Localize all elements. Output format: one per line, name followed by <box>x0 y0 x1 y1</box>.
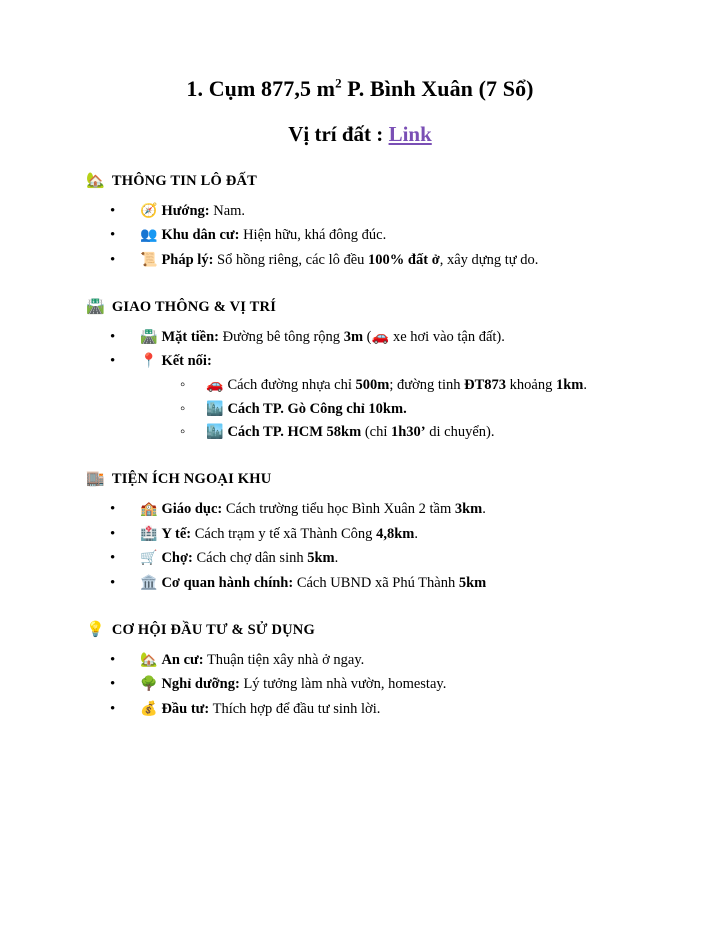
page-title-suffix: P. Bình Xuân (7 Sổ) <box>341 76 534 101</box>
list-item <box>110 498 648 522</box>
subitem-text-2: (chỉ <box>361 424 391 441</box>
item-text-tail: . <box>414 525 418 542</box>
light-bulb-icon: 💡 <box>86 621 105 638</box>
scroll-icon: 📜 <box>140 253 158 269</box>
item-text: Thích hợp để đầu tư sinh lời. <box>209 701 381 718</box>
item-text: Cách trạm y tế xã Thành Công <box>191 525 377 542</box>
section-heading-label: TIỆN ÍCH NGOẠI KHU <box>111 471 272 488</box>
subitem-bold-3: 1km <box>555 377 584 394</box>
list-tien-ich <box>72 498 648 596</box>
item-text: Sổ hồng riêng, các lô đều <box>213 252 369 269</box>
subitem-bold-2: 1h30’ <box>390 424 426 441</box>
subitem-bold-1: 500m <box>355 377 390 394</box>
section-giao-thong-vi-tri <box>72 299 648 445</box>
section-co-hoi-dau-tu <box>72 622 648 722</box>
cityscape-icon: 🏙️ <box>206 401 224 417</box>
subtitle-label: Vị trí đất : <box>288 121 389 146</box>
item-label: Hướng: <box>161 202 210 219</box>
item-text: Hiện hữu, khá đông đúc. <box>239 227 387 244</box>
list-item <box>110 649 648 673</box>
item-label: Kết nối: <box>161 353 212 370</box>
list-item <box>110 673 648 697</box>
school-icon: 🏫 <box>140 502 158 518</box>
cityscape-icon: 🏙️ <box>206 425 224 441</box>
compass-icon: 🧭 <box>140 203 158 219</box>
item-text-tail: (🚗 xe hơi vào tận đất). <box>363 328 505 345</box>
list-item <box>110 523 648 547</box>
car-icon: 🚗 <box>206 378 224 394</box>
page-title <box>72 74 648 104</box>
subitem-bold-2: ĐT873 <box>464 377 507 394</box>
car-icon: 🚗 <box>371 329 389 345</box>
section-thong-tin-lo-dat <box>72 173 648 273</box>
item-label: Nghỉ dưỡng: <box>161 676 240 693</box>
list-item <box>110 224 648 248</box>
section-heading <box>72 299 648 316</box>
list-giao-thong <box>72 326 648 445</box>
item-label: An cư: <box>161 651 204 668</box>
section-heading <box>72 622 648 639</box>
list-item <box>180 421 648 445</box>
section-heading <box>72 471 648 488</box>
list-co-hoi <box>72 649 648 722</box>
money-bag-icon: 💰 <box>140 702 158 718</box>
item-text: Nam. <box>209 202 246 219</box>
list-item <box>110 698 648 722</box>
motorway-icon: 🛣️ <box>140 329 158 345</box>
list-item <box>110 547 648 571</box>
subitem-bold-1: Cách TP. HCM 58km <box>227 424 362 441</box>
item-text-tail: , xây dựng tự do. <box>439 252 539 269</box>
item-bold-value: 5km <box>458 575 487 592</box>
subtitle <box>72 122 648 147</box>
hospital-icon: 🏥 <box>140 526 158 542</box>
subitem-text-3: khoảng <box>506 377 556 394</box>
list-item <box>180 374 648 398</box>
item-label: Pháp lý: <box>161 252 214 269</box>
busts-in-silhouette-icon: 👥 <box>140 228 158 244</box>
section-tien-ich-ngoai-khu <box>72 471 648 596</box>
item-bold-value: 100% đất ở <box>368 252 440 269</box>
item-text-tail: . <box>482 501 486 518</box>
section-heading <box>72 173 648 190</box>
list-item <box>110 572 648 596</box>
section-heading-label: THÔNG TIN LÔ ĐẤT <box>111 172 258 189</box>
item-bold-value: 3km <box>454 501 483 518</box>
item-text: Đường bê tông rộng <box>219 328 344 345</box>
item-label: Cơ quan hành chính: <box>161 575 294 592</box>
subitem-bold-all: Cách TP. Gò Công chỉ 10km. <box>227 400 407 417</box>
motorway-icon: 🛣️ <box>86 298 105 315</box>
item-bold-value: 3m <box>343 328 364 345</box>
list-item <box>110 200 648 224</box>
round-pushpin-icon: 📍 <box>140 354 158 370</box>
subitem-text: Cách đường nhựa chỉ <box>227 377 356 394</box>
subitem-text-2: ; đường tinh <box>389 377 465 394</box>
list-item <box>110 350 648 445</box>
list-item <box>180 398 648 422</box>
item-label: Mặt tiền: <box>161 328 220 345</box>
item-text: Cách UBND xã Phú Thành <box>293 575 459 592</box>
item-bold-value: 4,8km <box>376 525 415 542</box>
page-title-superscript: 2 <box>335 75 342 91</box>
page-title-prefix: 1. Cụm 877,5 m <box>186 76 336 101</box>
item-label: Khu dân cư: <box>161 227 240 244</box>
deciduous-tree-icon: 🌳 <box>140 677 158 693</box>
list-item <box>110 326 648 350</box>
item-bold-value: 5km <box>307 550 335 567</box>
item-text: Lý tưởng làm nhà vườn, homestay. <box>239 676 447 693</box>
house-with-garden-icon: 🏡 <box>86 172 105 189</box>
location-link[interactable]: Link <box>388 121 432 146</box>
department-store-icon: 🏬 <box>86 471 105 488</box>
list-thong-tin-lo-dat <box>72 200 648 273</box>
shopping-cart-icon: 🛒 <box>140 551 158 567</box>
item-label: Y tế: <box>161 525 192 542</box>
list-item <box>110 249 648 273</box>
classical-building-icon: 🏛️ <box>140 576 158 592</box>
item-label: Đầu tư: <box>161 701 210 718</box>
item-label: Giáo dục: <box>161 501 223 518</box>
subitem-text-3: di chuyển). <box>425 424 495 441</box>
item-label: Chợ: <box>161 550 193 567</box>
section-heading-label: CƠ HỘI ĐẦU TƯ & SỬ DỤNG <box>111 621 315 638</box>
house-with-garden-icon: 🏡 <box>140 652 158 668</box>
item-text: Thuận tiện xây nhà ở ngay. <box>203 651 365 668</box>
item-text: Cách trường tiểu học Bình Xuân 2 tầm <box>222 501 455 518</box>
item-text: Cách chợ dân sinh <box>192 550 308 567</box>
subitem-text-4: . <box>583 377 587 394</box>
section-heading-label: GIAO THÔNG & VỊ TRÍ <box>111 298 277 315</box>
sublist-ket-noi <box>140 374 648 445</box>
item-text-tail: . <box>334 550 339 567</box>
